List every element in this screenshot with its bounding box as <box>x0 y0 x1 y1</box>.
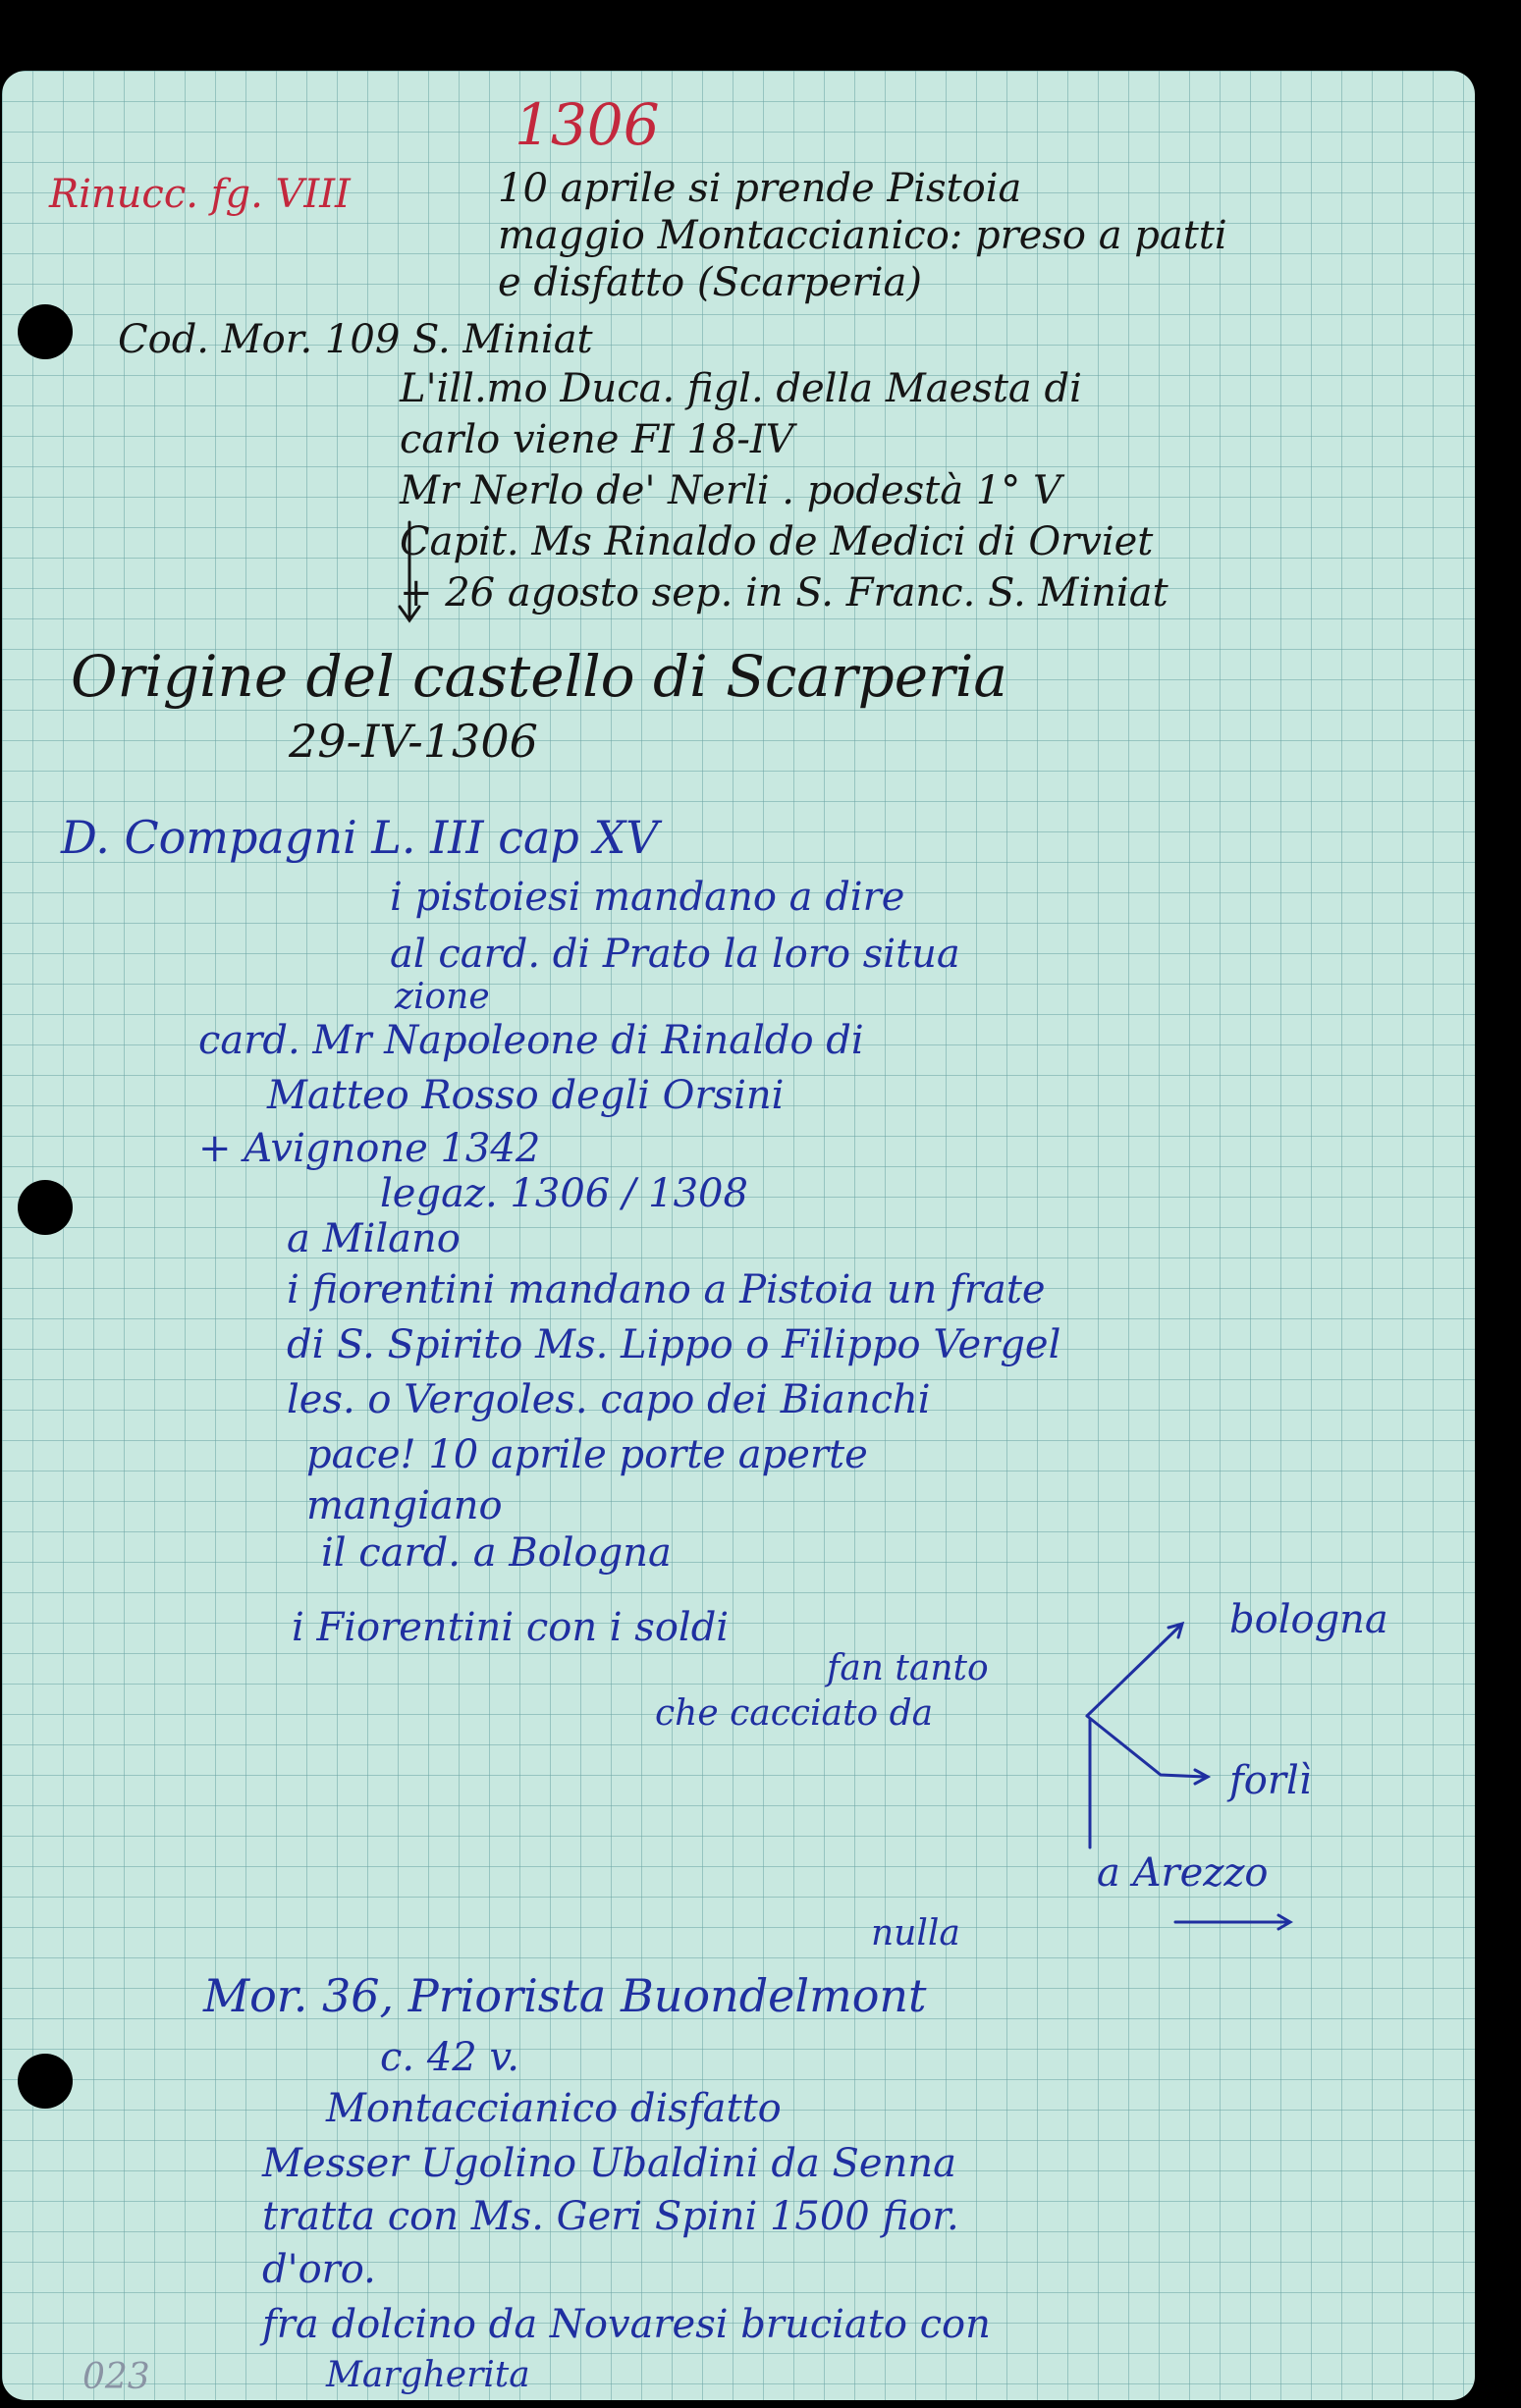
compagni-line: les. o Vergoles. capo dei Bianchi <box>287 1377 931 1422</box>
header-line: 10 aprile si prende Pistoia <box>498 166 1022 211</box>
compagni-line: fan tanto <box>827 1648 989 1688</box>
branch-label: forlì <box>1229 1758 1312 1803</box>
priorista-line: Montaccianico disfatto <box>326 2086 782 2131</box>
margin-reference: Rinucc. fg. VIII <box>49 172 351 217</box>
codex-reference: Cod. Mor. 109 S. Miniat <box>118 317 593 362</box>
priorista-line: tratta con Ms. Geri Spini 1500 fior. <box>262 2194 959 2239</box>
compagni-line: + Avignone 1342 <box>198 1126 541 1171</box>
compagni-line: di S. Spirito Ms. Lippo o Filippo Vergel <box>287 1322 1061 1367</box>
branch-label: bologna <box>1229 1597 1388 1642</box>
notebook-page <box>2 71 1475 2400</box>
priorista-line: Messer Ugolino Ubaldini da Senna <box>262 2141 956 2186</box>
codex-line: Mr Nerlo de' Nerli . podestà 1° V <box>400 468 1061 513</box>
header-line: e disfatto (Scarperia) <box>498 260 922 305</box>
codex-line: Capit. Ms Rinaldo de Medici di Orviet <box>400 519 1154 564</box>
priorista-line: fra dolcino da Novaresi bruciato con <box>262 2302 991 2347</box>
compagni-line: card. Mr Napoleone di Rinaldo di <box>198 1018 864 1063</box>
compagni-line: il card. a Bologna <box>321 1530 672 1576</box>
header-line: maggio Montaccianico: preso a patti <box>498 213 1227 258</box>
nulla-note: nulla <box>871 1913 960 1953</box>
compagni-line: i fiorentini mandano a Pistoia un frate <box>287 1267 1046 1312</box>
priorista-line: Margherita <box>326 2355 530 2395</box>
compagni-line: mangiano <box>306 1483 503 1528</box>
title-date: 29-IV-1306 <box>289 715 538 768</box>
compagni-line: che cacciato da <box>655 1693 934 1734</box>
priorista-reference: Mor. 36, Priorista Buondelmont <box>203 1969 927 2022</box>
branch-arrows <box>2 71 1475 2400</box>
priorista-line: d'oro. <box>262 2247 376 2292</box>
year-heading: 1306 <box>515 91 660 158</box>
codex-line: L'ill.mo Duca. figl. della Maesta di <box>400 366 1082 411</box>
compagni-line: Matteo Rosso degli Orsini <box>267 1073 785 1118</box>
compagni-line: pace! 10 aprile porte aperte <box>306 1432 868 1477</box>
compagni-line: i pistoiesi mandano a dire <box>390 875 905 920</box>
codex-line: + 26 agosto sep. in S. Franc. S. Miniat <box>400 570 1168 615</box>
compagni-line: legaz. 1306 / 1308 <box>380 1171 748 1216</box>
compagni-line: al card. di Prato la loro situa <box>390 932 960 977</box>
compagni-line: a Milano <box>287 1216 461 1261</box>
compagni-reference: D. Compagni L. III cap XV <box>61 811 659 864</box>
compagni-line: i Fiorentini con i soldi <box>292 1605 730 1650</box>
branch-label: a Arezzo <box>1097 1850 1269 1896</box>
codex-line: carlo viene FI 18-IV <box>400 417 794 462</box>
compagni-line: zione <box>395 977 490 1017</box>
page-title: Origine del castello di Scarperia <box>71 643 1007 710</box>
page-number: 023 <box>82 2357 150 2397</box>
priorista-line: c. 42 v. <box>380 2035 520 2080</box>
